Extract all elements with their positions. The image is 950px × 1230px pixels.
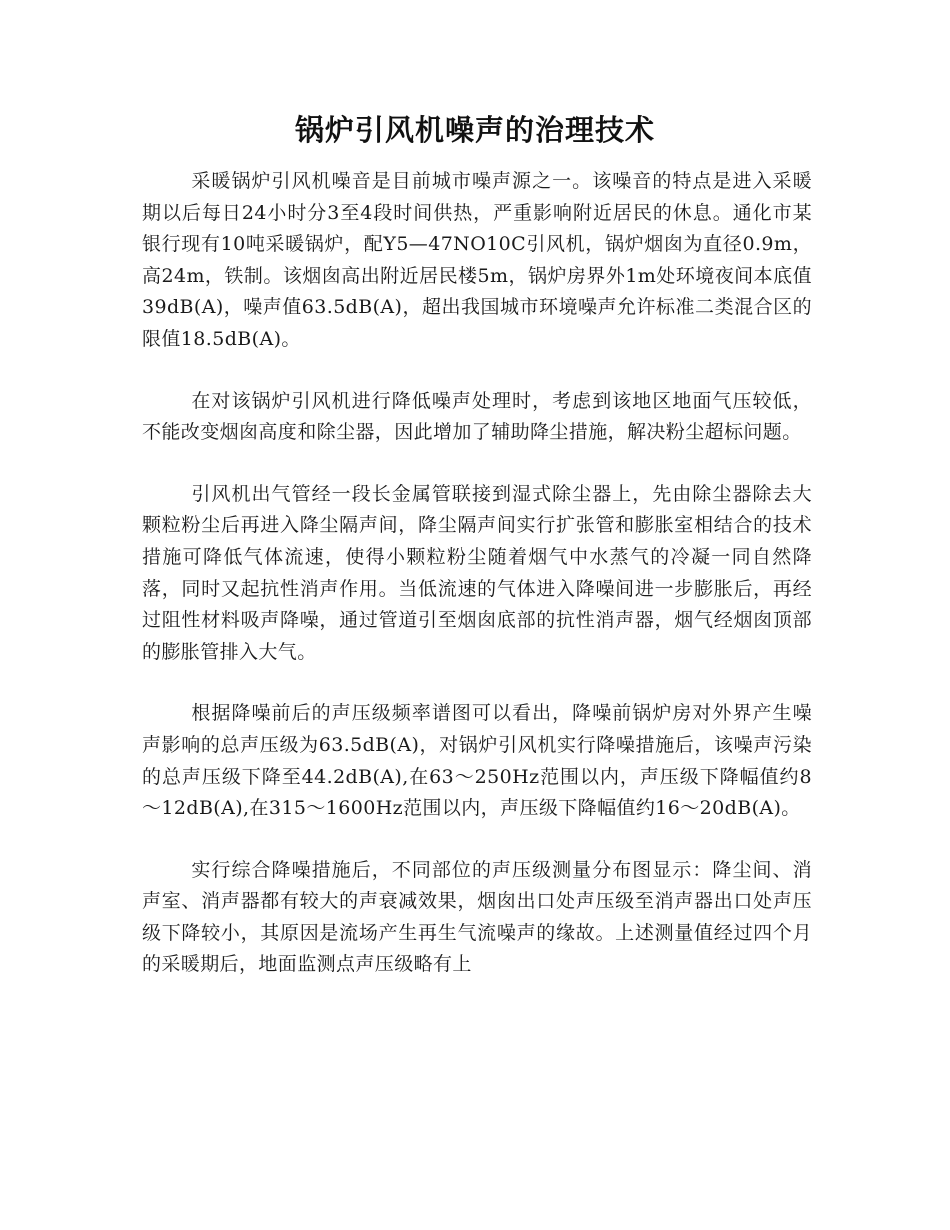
paragraph-process: 引风机出气管经一段长金属管联接到湿式除尘器上，先由除尘器除去大颗粒粉尘后再进入降尘隔声间，降尘隔声间实行扩张管和膨胀室相结合的技术措施可降低气体流速，使得小颗粒粉尘随着烟气中水蒸气的冷凝一同自然降落，同时又起抗性消声作用。当低流速的气体进入降噪间进一步膨胀后，再经过阻性材料吸声降噪，通过管道引至烟囱底部的抗性消声器，烟气经烟囱顶部的膨胀管排入大气。: [142, 482, 812, 663]
paragraph-approach: 在对该锅炉引风机进行降低噪声处理时，考虑到该地区地面气压较低，不能改变烟囱高度和除尘器，因此增加了辅助降尘措施，解决粉尘超标问题。: [142, 389, 812, 444]
paragraph-results: 根据降噪前后的声压级频率谱图可以看出，降噪前锅炉房对外界产生噪声影响的总声压级为63.5dB(A)，对锅炉引风机实行降噪措施后，该噪声污染的总声压级下降至44.2dB(A),在63～250Hz范围以内，声压级下降幅值约8～12dB(A),在315～1600Hz范围以内，声压级下降幅值约16～20dB(A)。: [142, 702, 812, 820]
paragraph-intro: 采暖锅炉引风机噪音是目前城市噪声源之一。该噪音的特点是进入采暖期以后每日24小时分3至4段时间供热，严重影响附近居民的休息。通化市某银行现有10吨采暖锅炉，配Y5—47NO10C引风机，锅炉烟囱为直径0.9m，高24m，铁制。该烟囱高出附近居民楼5m，锅炉房界外1m处环境夜间本底值39dB(A)，噪声值63.5dB(A)，超出我国城市环境噪声允许标准二类混合区的限值18.5dB(A)。: [142, 170, 812, 350]
document-title: 锅炉引风机噪声的治理技术: [294, 113, 655, 147]
paragraph-distribution: 实行综合降噪措施后，不同部位的声压级测量分布图显示：降尘间、消声室、消声器都有较大的声衰减效果，烟囱出口处声压级至消声器出口处声压级下降较小，其原因是流场产生再生气流噪声的缘故。上述测量值经过四个月的采暖期后，地面监测点声压级略有上: [142, 858, 812, 976]
document-body: [142, 166, 812, 981]
